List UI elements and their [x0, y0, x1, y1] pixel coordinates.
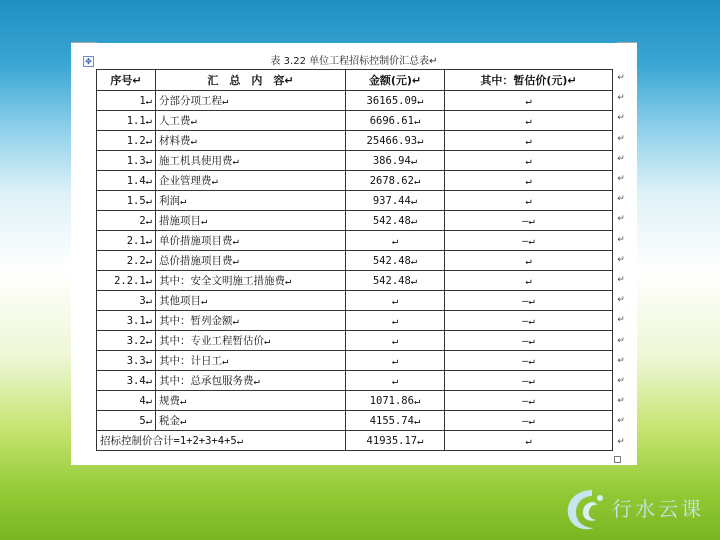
row-index: 1.1↵: [97, 111, 156, 131]
table-caption: 表 3.22 单位工程招标控制价汇总表↵: [270, 56, 438, 67]
row-end-mark: ↵: [617, 73, 625, 83]
row-content: 其中：安全文明施工措施费↵: [156, 271, 346, 291]
row-estimate: —↵: [445, 411, 613, 431]
row-amount: 542.48↵: [346, 211, 445, 231]
row-content: 税金↵: [156, 411, 346, 431]
row-estimate: —↵: [445, 351, 613, 371]
row-content: 其他项目↵: [156, 291, 346, 311]
table-row: [97, 111, 613, 131]
row-index: 2.2.1↵: [97, 271, 156, 291]
row-index: 2.2↵: [97, 251, 156, 271]
row-index: 3.1↵: [97, 311, 156, 331]
row-content: 利润↵: [156, 191, 346, 211]
table-row: [97, 391, 613, 411]
row-index: 1.5↵: [97, 191, 156, 211]
table-row: [97, 211, 613, 231]
row-estimate: —↵: [445, 331, 613, 351]
row-amount: 4155.74↵: [346, 411, 445, 431]
row-amount: 386.94↵: [346, 151, 445, 171]
row-amount: ↵: [346, 371, 445, 391]
row-amount: ↵: [346, 331, 445, 351]
row-index: 1↵: [97, 91, 156, 111]
row-content: 措施项目↵: [156, 211, 346, 231]
row-end-mark: ↵: [617, 93, 625, 104]
row-end-mark: ↵: [617, 416, 625, 427]
row-content: 单价措施项目费↵: [156, 231, 346, 251]
row-amount: 2678.62↵: [346, 171, 445, 191]
row-end-mark: ↵: [617, 376, 625, 386]
row-index: 2↵: [97, 211, 156, 231]
table-row: [97, 331, 613, 351]
row-end-mark: ↵: [617, 335, 625, 346]
row-amount: 542.48↵: [346, 271, 445, 291]
row-content: 其中：暂列金额↵: [156, 311, 346, 331]
row-content: 人工费↵: [156, 111, 346, 131]
row-estimate: ↵: [445, 191, 613, 211]
row-estimate: ↵: [445, 131, 613, 151]
row-amount: 36165.09↵: [346, 91, 445, 111]
table-row: [97, 231, 613, 251]
row-amount: 937.44↵: [346, 191, 445, 211]
row-index: 3.4↵: [97, 371, 156, 391]
watermark-text: 行水云课: [612, 497, 704, 521]
row-end-mark: ↵: [617, 355, 625, 366]
table-row: [97, 191, 613, 211]
table-row: [97, 291, 613, 311]
table-row: [97, 311, 613, 331]
row-estimate: —↵: [445, 391, 613, 411]
row-content: 规费↵: [156, 391, 346, 411]
row-end-mark: ↵: [617, 436, 625, 447]
row-content: 总价措施项目费↵: [156, 251, 346, 271]
table-row: [97, 131, 613, 151]
row-estimate: —↵: [445, 211, 613, 231]
table-row: [97, 271, 613, 291]
row-estimate: —↵: [445, 231, 613, 251]
row-estimate: ↵: [445, 271, 613, 291]
row-index: 1.2↵: [97, 131, 156, 151]
row-end-mark: ↵: [617, 234, 625, 245]
table-row: [97, 371, 613, 391]
row-amount: ↵: [346, 231, 445, 251]
row-index: 1.4↵: [97, 171, 156, 191]
row-content: 企业管理费↵: [156, 171, 346, 191]
document-page: [71, 43, 637, 465]
row-index: 4↵: [97, 391, 156, 411]
table-move-handle-icon[interactable]: ✥: [83, 56, 94, 67]
row-content: 分部分项工程↵: [156, 91, 346, 111]
row-estimate: ↵: [445, 91, 613, 111]
row-end-mark: ↵: [617, 275, 625, 285]
table-row: [97, 411, 613, 431]
row-index: 3↵: [97, 291, 156, 311]
watermark-logo: [562, 484, 720, 534]
total-amount: 41935.17↵: [346, 431, 445, 451]
row-amount: 1071.86↵: [346, 391, 445, 411]
row-amount: 25466.93↵: [346, 131, 445, 151]
page-corner-mark-left: [71, 42, 97, 51]
swirl-logo-icon: [562, 484, 610, 534]
row-end-mark: ↵: [617, 254, 625, 265]
row-amount: 6696.61↵: [346, 111, 445, 131]
row-end-mark: ↵: [617, 214, 625, 225]
row-content: 其中：专业工程暂估价↵: [156, 331, 346, 351]
total-label: 招标控制价合计=1+2+3+4+5↵: [97, 431, 346, 451]
row-content: 其中：总承包服务费↵: [156, 371, 346, 391]
table-resize-handle[interactable]: [614, 456, 621, 463]
row-amount: 542.48↵: [346, 251, 445, 271]
row-content: 施工机具使用费↵: [156, 151, 346, 171]
row-content: 材料费↵: [156, 131, 346, 151]
table-header-row: [97, 70, 613, 91]
row-estimate: —↵: [445, 291, 613, 311]
row-amount: ↵: [346, 351, 445, 371]
page-corner-mark-right: [617, 42, 637, 51]
row-end-mark: ↵: [617, 396, 625, 407]
table-row: [97, 251, 613, 271]
header-amount: 金额(元)↵: [346, 70, 445, 91]
row-estimate: ↵: [445, 171, 613, 191]
row-estimate: —↵: [445, 311, 613, 331]
header-content: 汇 总 内 容↵: [156, 70, 346, 91]
row-end-mark: ↵: [617, 315, 625, 326]
header-estimate: 其中：暂估价(元)↵: [445, 70, 613, 91]
row-end-mark: ↵: [617, 194, 625, 205]
row-estimate: ↵: [445, 111, 613, 131]
row-end-mark: ↵: [617, 133, 625, 144]
table-row: [97, 351, 613, 371]
cost-summary-table: [96, 69, 613, 451]
row-amount: ↵: [346, 291, 445, 311]
row-estimate: —↵: [445, 371, 613, 391]
row-index: 3.3↵: [97, 351, 156, 371]
row-end-mark: ↵: [617, 174, 625, 184]
table-row: [97, 151, 613, 171]
row-amount: ↵: [346, 311, 445, 331]
table-row: [97, 171, 613, 191]
row-end-mark: ↵: [617, 113, 625, 124]
table-total-row: [97, 431, 613, 451]
table-row: [97, 91, 613, 111]
row-index: 2.1↵: [97, 231, 156, 251]
total-estimate: ↵: [445, 431, 613, 451]
row-end-mark: ↵: [617, 295, 625, 306]
row-index: 5↵: [97, 411, 156, 431]
row-index: 1.3↵: [97, 151, 156, 171]
row-index: 3.2↵: [97, 331, 156, 351]
header-index: 序号↵: [97, 70, 156, 91]
row-end-mark: ↵: [617, 153, 625, 164]
row-content: 其中：计日工↵: [156, 351, 346, 371]
row-estimate: ↵: [445, 251, 613, 271]
row-estimate: ↵: [445, 151, 613, 171]
